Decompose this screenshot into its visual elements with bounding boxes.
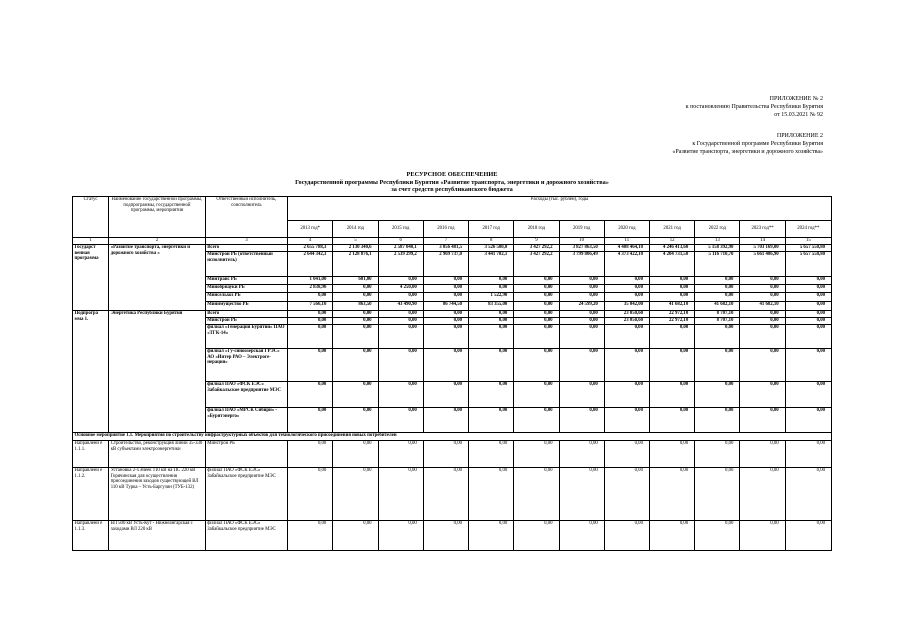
- title-line-2: Государственной программы Республики Бурятия «Развитие транспорта, энергетики и дорожного хозяйства»: [295, 178, 609, 186]
- value-cell: 0,00: [740, 468, 785, 521]
- value-cell: 0,00: [695, 521, 740, 551]
- year-header: 2020 год: [604, 221, 649, 238]
- value-cell: 0,00: [740, 408, 785, 433]
- value-cell: 0,00: [333, 285, 378, 293]
- value-cell: 24 599,20: [559, 302, 604, 311]
- value-cell: 4 250,00: [378, 285, 423, 293]
- value-cell: 0,00: [423, 277, 468, 285]
- direction-executor: филиал ПАО «ФСК ЕЭС» Забайкальское предприятие МЭС: [205, 521, 287, 551]
- executor-cell: Минобрнауки РБ: [205, 285, 287, 293]
- value-cell: 3 799 806,49: [559, 252, 604, 277]
- program-status: Государст венная программа: [73, 245, 109, 311]
- column-index-cell: 12: [649, 238, 694, 245]
- value-cell: 0,00: [785, 521, 831, 551]
- value-cell: 0,00: [785, 318, 831, 325]
- value-cell: 0,00: [514, 293, 559, 302]
- program-row: [73, 245, 832, 252]
- value-cell: 0,00: [785, 468, 831, 521]
- value-cell: 0,00: [288, 349, 333, 382]
- value-cell: 0,00: [740, 277, 785, 285]
- value-cell: 0,00: [604, 408, 649, 433]
- value-cell: 41 682,10: [740, 302, 785, 311]
- column-index-cell: 7: [423, 238, 468, 245]
- direction-name: Строительство, реконструкция линий 35-330 кВ субъектами электроэнергетики: [109, 441, 206, 468]
- appendix-program-header: [672, 132, 823, 157]
- main-event-row: [73, 433, 832, 441]
- value-cell: 0,00: [469, 521, 514, 551]
- column-index-cell: 4: [288, 238, 333, 245]
- appendix-resolution: к постановлению Правительства Республики Бурятия: [685, 104, 823, 111]
- value-cell: 0,00: [333, 311, 378, 318]
- direction-row: [73, 521, 832, 551]
- value-cell: 5 657 550,80: [785, 245, 831, 252]
- value-cell: 0,00: [740, 285, 785, 293]
- value-cell: 0,00: [288, 325, 333, 349]
- value-cell: 0,00: [514, 285, 559, 293]
- value-cell: 0,00: [469, 285, 514, 293]
- column-index-cell: 3: [205, 238, 287, 245]
- value-cell: 0,00: [333, 325, 378, 349]
- value-cell: 0,00: [740, 521, 785, 551]
- value-cell: 0,00: [514, 521, 559, 551]
- value-cell: 0,00: [423, 382, 468, 408]
- program-name: «Развитие транспорта, энергетики и дорожного хозяйства »: [109, 245, 206, 311]
- column-index-cell: 14: [740, 238, 785, 245]
- column-index-cell: 8: [469, 238, 514, 245]
- value-cell: 0,00: [740, 311, 785, 318]
- value-cell: 0,00: [514, 382, 559, 408]
- value-cell: 0,00: [649, 285, 694, 293]
- value-cell: 3 526 580,0: [469, 245, 514, 252]
- value-cell: 0,00: [514, 302, 559, 311]
- title-line-1: РЕСУРСНОЕ ОБЕСПЕЧЕНИЕ: [406, 171, 498, 178]
- value-cell: 0,00: [695, 382, 740, 408]
- value-cell: 0,00: [288, 293, 333, 302]
- value-cell: 0,00: [785, 285, 831, 293]
- value-cell: 83 355,00: [469, 302, 514, 311]
- value-cell: 0,00: [695, 408, 740, 433]
- year-header: 2015 год: [378, 221, 423, 238]
- value-cell: 0,00: [333, 521, 378, 551]
- header-executor: Ответственный исполнитель, соисполнитель: [205, 197, 287, 238]
- value-cell: 0,00: [514, 318, 559, 325]
- value-cell: 0,00: [514, 408, 559, 433]
- value-cell: 0,00: [423, 521, 468, 551]
- value-cell: 0,00: [604, 293, 649, 302]
- value-cell: 4 408 464,10: [604, 245, 649, 252]
- value-cell: 0,00: [469, 318, 514, 325]
- main-event-title: Основное мероприятие 1.1. Мероприятия по строительству инфраструктурных объектов для технологического присоединения новых потребителей: [73, 433, 832, 441]
- value-cell: 0,00: [785, 408, 831, 433]
- year-header: 2017 год: [469, 221, 514, 238]
- value-cell: 0,00: [469, 349, 514, 382]
- value-cell: 0,00: [378, 521, 423, 551]
- year-header: 2019 год: [559, 221, 604, 238]
- value-cell: 5 703 169,00: [740, 245, 785, 252]
- value-cell: 3 056 481,5: [423, 245, 468, 252]
- value-cell: 0,00: [423, 311, 468, 318]
- year-header: 2018 год: [514, 221, 559, 238]
- program-appendix-number: ПРИЛОЖЕНИЕ 2: [776, 133, 823, 139]
- year-header: 2024 год**: [785, 221, 831, 238]
- value-cell: 5 657 550,80: [785, 252, 831, 277]
- direction-status: Направлени е 1.1.2.: [73, 468, 109, 521]
- value-cell: 0,00: [695, 349, 740, 382]
- column-index-cell: 9: [514, 238, 559, 245]
- value-cell: 0,00: [740, 382, 785, 408]
- value-cell: 3 441 702,1: [469, 252, 514, 277]
- direction-executor: Минстрой РБ: [205, 441, 287, 468]
- value-cell: 0,00: [559, 285, 604, 293]
- appendix-date: от 15.03.2021 № 92: [774, 112, 823, 119]
- column-index-cell: 11: [604, 238, 649, 245]
- value-cell: 5 661 486,90: [740, 252, 785, 277]
- value-cell: 0,00: [785, 302, 831, 311]
- value-cell: 2 838,90: [288, 285, 333, 293]
- value-cell: 0,00: [740, 293, 785, 302]
- value-cell: 86 744,50: [423, 302, 468, 311]
- value-cell: 0,00: [423, 349, 468, 382]
- value-cell: 0,00: [604, 382, 649, 408]
- value-cell: 0,00: [288, 311, 333, 318]
- year-header: 2023 год**: [740, 221, 785, 238]
- value-cell: 2 130 340,6: [333, 245, 378, 252]
- value-cell: 0,00: [378, 382, 423, 408]
- value-cell: 0,00: [288, 408, 333, 433]
- value-cell: 601,00: [333, 277, 378, 285]
- value-cell: 0,00: [333, 468, 378, 521]
- value-cell: 0,00: [514, 468, 559, 521]
- value-cell: 0,00: [469, 468, 514, 521]
- value-cell: 0,00: [333, 318, 378, 325]
- value-cell: 23 050,60: [604, 318, 649, 325]
- header-status: Статус: [73, 197, 109, 238]
- value-cell: 0,00: [514, 325, 559, 349]
- column-index-cell: 10: [559, 238, 604, 245]
- header-expenses: Расходы (тыс. рублей), годы: [288, 197, 832, 221]
- value-cell: 5 116 710,70: [695, 252, 740, 277]
- appendix-2-header: [686, 95, 823, 120]
- value-cell: 35 042,00: [604, 302, 649, 311]
- value-cell: 0,00: [378, 311, 423, 318]
- value-cell: 0,00: [695, 325, 740, 349]
- direction-name: ВЛ 500 кВ Усть-Кут - Нижнеангарская с заходами ВЛ 220 кВ: [109, 521, 206, 551]
- value-cell: 2 969 737,0: [423, 252, 468, 277]
- year-header: 2021 год: [649, 221, 694, 238]
- value-cell: 0,00: [604, 521, 649, 551]
- value-cell: 0,00: [469, 441, 514, 468]
- value-cell: 0,00: [378, 349, 423, 382]
- value-cell: 0,00: [649, 408, 694, 433]
- value-cell: 22 972,10: [649, 311, 694, 318]
- appendix-number: ПРИЛОЖЕНИЕ № 2: [769, 96, 823, 102]
- value-cell: 8 707,10: [695, 318, 740, 325]
- value-cell: 0,00: [649, 382, 694, 408]
- value-cell: 0,00: [559, 382, 604, 408]
- resource-table: [72, 196, 832, 551]
- value-cell: 7 566,10: [288, 302, 333, 311]
- column-index-cell: 2: [109, 238, 206, 245]
- value-cell: 0,00: [785, 277, 831, 285]
- subprogram-name: Энергетика Республики Бурятия: [109, 311, 206, 433]
- year-header: 2022 год: [695, 221, 740, 238]
- value-cell: 1 522,90: [469, 293, 514, 302]
- value-cell: 0,00: [649, 277, 694, 285]
- direction-executor: филиал ПАО «ФСК ЕЭС» Забайкальское предприятие МЭС: [205, 468, 287, 521]
- column-index-cell: 1: [73, 238, 109, 245]
- value-cell: 2 539 299,2: [378, 252, 423, 277]
- value-cell: 0,00: [559, 277, 604, 285]
- value-cell: 0,00: [333, 441, 378, 468]
- value-cell: 0,00: [604, 285, 649, 293]
- value-cell: 41 682,10: [695, 302, 740, 311]
- direction-status: Направлени е 1.1.3.: [73, 521, 109, 551]
- executor-cell: Всего: [205, 245, 287, 252]
- executor-cell: Минимущество РБ: [205, 302, 287, 311]
- column-index-row: [73, 238, 832, 245]
- value-cell: 4 246 413,60: [649, 245, 694, 252]
- value-cell: 3 427 292,2: [514, 245, 559, 252]
- column-index-cell: 13: [695, 238, 740, 245]
- value-cell: 0,00: [604, 277, 649, 285]
- value-cell: 5 158 392,90: [695, 245, 740, 252]
- executor-cell: филиал «Генерация Бурятии» ПАО «ТГК-14»: [205, 325, 287, 349]
- value-cell: 2 128 876,1: [333, 252, 378, 277]
- value-cell: 0,00: [378, 408, 423, 433]
- value-cell: 0,00: [423, 441, 468, 468]
- value-cell: 0,00: [333, 293, 378, 302]
- value-cell: 0,00: [695, 285, 740, 293]
- value-cell: 2 655 788,3: [288, 245, 333, 252]
- year-header: 2014 год: [333, 221, 378, 238]
- value-cell: 0,00: [695, 293, 740, 302]
- value-cell: 0,00: [649, 325, 694, 349]
- value-cell: 0,00: [288, 318, 333, 325]
- value-cell: 0,00: [559, 311, 604, 318]
- direction-status: Направлени е 1.1.1.: [73, 441, 109, 468]
- executor-cell: филиал ПАО «ФСК ЕЭС» Забайкальское предприятие МЭС: [205, 382, 287, 408]
- value-cell: 0,00: [604, 349, 649, 382]
- value-cell: 0,00: [695, 277, 740, 285]
- value-cell: 3 427 292,2: [514, 252, 559, 277]
- value-cell: 0,00: [604, 441, 649, 468]
- value-cell: 4 204 731,50: [649, 252, 694, 277]
- value-cell: 2 587 040,1: [378, 245, 423, 252]
- value-cell: 0,00: [423, 408, 468, 433]
- value-cell: 2 644 342,3: [288, 252, 333, 277]
- year-header: 2016 год: [423, 221, 468, 238]
- value-cell: 0,00: [785, 325, 831, 349]
- value-cell: 0,00: [649, 468, 694, 521]
- executor-cell: филиал «Гу-синоозерская ГРЭС» АО «Интер РАО – Электроге-нерация»: [205, 349, 287, 382]
- value-cell: 0,00: [378, 318, 423, 325]
- value-cell: 0,00: [740, 349, 785, 382]
- value-cell: 8 707,10: [695, 311, 740, 318]
- value-cell: 0,00: [469, 408, 514, 433]
- value-cell: 0,00: [559, 468, 604, 521]
- value-cell: 0,00: [288, 441, 333, 468]
- direction-row: [73, 441, 832, 468]
- direction-name: Установка 2-х ячеек 110 кВ на ПС 220 кВ Горячинская для осуществления присоединения заходов существующей ВЛ 110 кВ Турка – Усть-Баргузин (ТУБ-132): [109, 468, 206, 521]
- value-cell: 0,00: [378, 293, 423, 302]
- value-cell: 0,00: [288, 382, 333, 408]
- title-line-3: за счет средств республиканского бюджета: [391, 186, 513, 194]
- value-cell: 0,00: [785, 441, 831, 468]
- value-cell: 0,00: [423, 468, 468, 521]
- value-cell: 43 490,90: [378, 302, 423, 311]
- value-cell: 0,00: [604, 325, 649, 349]
- value-cell: 1 041,00: [288, 277, 333, 285]
- value-cell: 0,00: [378, 468, 423, 521]
- value-cell: 0,00: [604, 468, 649, 521]
- value-cell: 0,00: [469, 311, 514, 318]
- column-index-cell: 6: [378, 238, 423, 245]
- program-appendix-ref: к Государственной программе Республики Бурятия: [692, 141, 823, 148]
- value-cell: 0,00: [423, 325, 468, 349]
- value-cell: 0,00: [785, 293, 831, 302]
- value-cell: 863,50: [333, 302, 378, 311]
- value-cell: 0,00: [514, 311, 559, 318]
- value-cell: 0,00: [423, 285, 468, 293]
- value-cell: 0,00: [785, 311, 831, 318]
- direction-row: [73, 468, 832, 521]
- value-cell: 41 682,10: [649, 302, 694, 311]
- value-cell: 0,00: [559, 521, 604, 551]
- value-cell: 0,00: [695, 468, 740, 521]
- table-header-row: [73, 197, 832, 221]
- value-cell: 0,00: [740, 318, 785, 325]
- value-cell: 0,00: [559, 349, 604, 382]
- value-cell: 0,00: [514, 349, 559, 382]
- executor-cell: Минстрой РБ: [205, 318, 287, 325]
- subprogram-row: [73, 311, 832, 318]
- value-cell: 0,00: [559, 441, 604, 468]
- value-cell: 0,00: [649, 441, 694, 468]
- value-cell: 0,00: [740, 325, 785, 349]
- value-cell: 0,00: [378, 277, 423, 285]
- value-cell: 0,00: [514, 277, 559, 285]
- value-cell: 0,00: [649, 293, 694, 302]
- executor-cell: Всего: [205, 311, 287, 318]
- value-cell: 0,00: [469, 277, 514, 285]
- value-cell: 0,00: [559, 293, 604, 302]
- executor-cell: Минсельхоз РБ: [205, 293, 287, 302]
- column-index-cell: 5: [333, 238, 378, 245]
- value-cell: 0,00: [288, 521, 333, 551]
- value-cell: 0,00: [333, 408, 378, 433]
- year-header: 2013 год*: [288, 221, 333, 238]
- program-appendix-name: «Развитие транспорта, энергетики и дорожного хозяйства»: [672, 149, 823, 156]
- value-cell: 0,00: [333, 382, 378, 408]
- executor-cell: Минтранс РБ: [205, 277, 287, 285]
- value-cell: 0,00: [785, 349, 831, 382]
- column-index-cell: 15: [785, 238, 831, 245]
- document-title: [72, 171, 832, 194]
- value-cell: 0,00: [559, 318, 604, 325]
- value-cell: 0,00: [423, 318, 468, 325]
- value-cell: 0,00: [559, 325, 604, 349]
- value-cell: 4 373 422,10: [604, 252, 649, 277]
- value-cell: 0,00: [649, 349, 694, 382]
- value-cell: 0,00: [288, 468, 333, 521]
- value-cell: 0,00: [649, 521, 694, 551]
- value-cell: 22 972,10: [649, 318, 694, 325]
- value-cell: 0,00: [514, 441, 559, 468]
- value-cell: 23 050,60: [604, 311, 649, 318]
- value-cell: 0,00: [469, 325, 514, 349]
- header-name: Наименование государственной программы, подпрограммы, государственной программы, мероприятия: [109, 197, 206, 238]
- executor-cell: филиал ПАО «МРСК Сибири» - «Бурятэнерго»: [205, 408, 287, 433]
- executor-cell: Минстрой РБ (ответственный исполнитель): [205, 252, 287, 277]
- value-cell: 3 827 863,50: [559, 245, 604, 252]
- value-cell: 0,00: [469, 382, 514, 408]
- subprogram-status: Подпрогра мма 1.: [73, 311, 109, 433]
- value-cell: 0,00: [785, 382, 831, 408]
- value-cell: 0,00: [423, 293, 468, 302]
- value-cell: 0,00: [740, 441, 785, 468]
- value-cell: 0,00: [559, 408, 604, 433]
- value-cell: 0,00: [378, 441, 423, 468]
- value-cell: 0,00: [333, 349, 378, 382]
- value-cell: 0,00: [378, 325, 423, 349]
- value-cell: 0,00: [695, 441, 740, 468]
